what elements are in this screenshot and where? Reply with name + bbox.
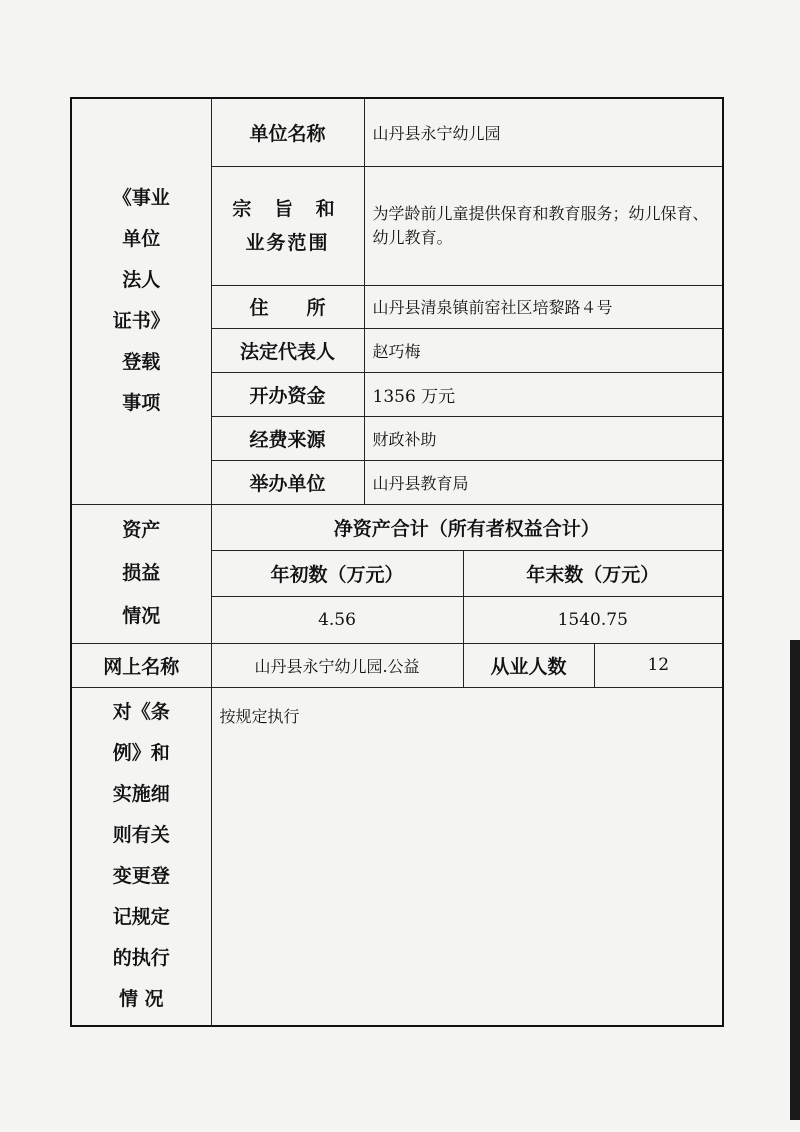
- compliance-section-label: [71, 687, 211, 1026]
- label-line: 实施细: [112, 783, 170, 806]
- compliance-value: 按规定执行: [211, 687, 723, 1026]
- end-year-header: 年末数（万元）: [463, 550, 723, 596]
- purpose-value: 为学龄前儿童提供保育和教育服务；幼儿保育、幼儿教育。: [364, 166, 723, 285]
- begin-year-header: 年初数（万元）: [211, 550, 463, 596]
- net-assets-header: 净资产合计（所有者权益合计）: [211, 504, 723, 550]
- label-line: 登载: [122, 351, 161, 374]
- staff-count-value: 12: [594, 643, 723, 687]
- funding-value: 财政补助: [364, 416, 723, 460]
- label-line: 情 况: [118, 988, 164, 1011]
- label-line: 例》和: [112, 742, 170, 765]
- label-line: 宗 旨 和: [232, 197, 343, 220]
- row-compliance: [71, 687, 723, 1026]
- label-line: 证书》: [112, 310, 170, 333]
- capital-label: 开办资金: [211, 372, 364, 416]
- online-name-value: 山丹县永宁幼儿园.公益: [211, 643, 463, 687]
- label-line: 业务范围: [245, 231, 330, 254]
- legal-rep-value: 赵巧梅: [364, 328, 723, 372]
- label-line: 资产: [122, 519, 161, 541]
- sponsor-value: 山丹县教育局: [364, 460, 723, 504]
- begin-year-value: 4.56: [211, 596, 463, 643]
- row-net-assets-header: [71, 504, 723, 550]
- scan-edge-shadow: [790, 640, 800, 1120]
- assets-section-label: [71, 504, 211, 643]
- row-unit-name: [71, 98, 723, 166]
- sponsor-label: 举办单位: [211, 460, 364, 504]
- label-line: 对《条: [112, 701, 170, 724]
- label-line: 则有关: [112, 824, 170, 847]
- online-name-label: 网上名称: [71, 643, 211, 687]
- label-line: 记规定: [112, 906, 170, 929]
- capital-value: 1356 万元: [364, 372, 723, 416]
- label-line: 事项: [122, 392, 161, 415]
- end-year-value: 1540.75: [463, 596, 723, 643]
- registration-section-label: [71, 98, 211, 504]
- address-value: 山丹县清泉镇前窑社区培黎路４号: [364, 285, 723, 328]
- label-line: 《事业: [112, 187, 170, 210]
- legal-rep-label: 法定代表人: [211, 328, 364, 372]
- purpose-label: [211, 166, 364, 285]
- annual-report-form: [70, 97, 724, 1027]
- label-line: 法人: [122, 269, 161, 292]
- unit-name-label: 单位名称: [211, 98, 364, 166]
- funding-label: 经费来源: [211, 416, 364, 460]
- address-label: 住所: [211, 285, 364, 328]
- label-line: 变更登: [112, 865, 170, 888]
- label-line: 损益: [122, 562, 161, 584]
- staff-count-label: 从业人数: [463, 643, 594, 687]
- row-online-name: [71, 643, 723, 687]
- label-line: 单位: [122, 228, 161, 251]
- label-line: 情况: [122, 605, 161, 627]
- unit-name-value: 山丹县永宁幼儿园: [364, 98, 723, 166]
- label-line: 的执行: [112, 947, 170, 970]
